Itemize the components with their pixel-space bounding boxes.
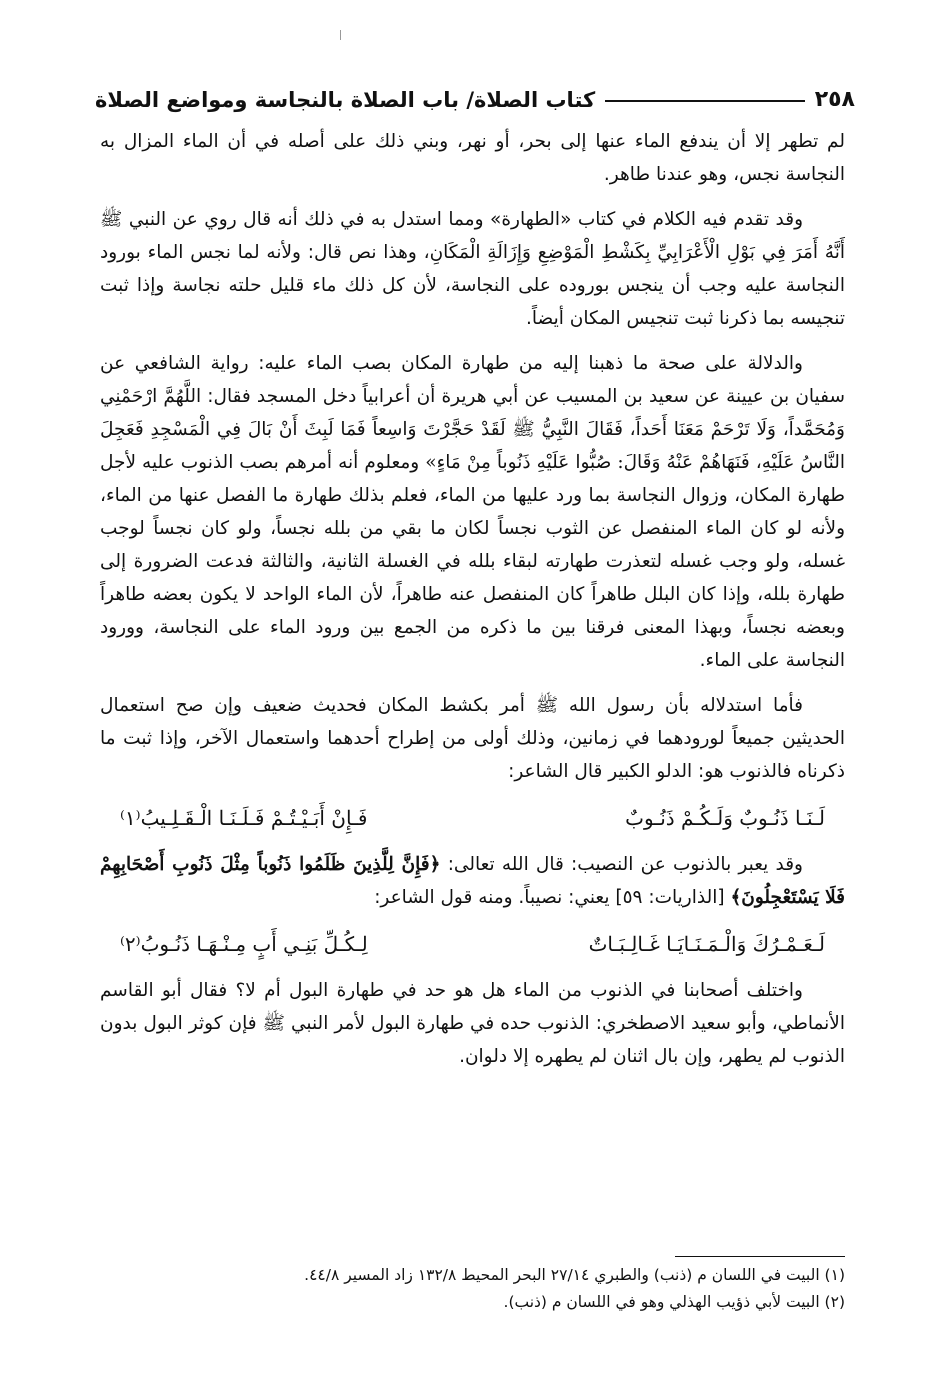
running-title: كتاب الصلاة/ باب الصلاة بالنجاسة ومواضع الصلاة <box>95 88 596 112</box>
hadith-quote: أَنَّهُ أَمَرَ فِي بَوْلِ الْأَعْرَابِيِّ بِكَشْطِ الْمَوْضِعِ وَإِزَالَةِ الْمَكَانِ <box>429 242 845 263</box>
poetry-verse <box>120 926 825 962</box>
paragraph-text: [الذاريات: ٥٩] يعني: نصيباً. ومنه قول الشاعر: <box>374 887 725 908</box>
scan-mark <box>340 30 341 40</box>
verse-first-hemistich: لَـنَـا ذَنُـوبٌ وَلَـكُـمْ ذَنُـوبٌ <box>625 806 825 830</box>
verse-second-hemistich: لِـكُـلِّ بَنِـي أَبٍ مِـنْـهَـا ذَنُـوبُ⁽٢⁾ <box>120 932 368 956</box>
verse-second-hemistich: فَـإِنْ أَبَـيْـتُـمْ فَـلَـنَـا الْـقَـلِـيبُ⁽١⁾ <box>120 806 368 830</box>
footnote-rule <box>675 1256 845 1257</box>
paragraph-text: ومعلوم أنه أمرهم بصب الذنوب عليه لأجل طهارة المكان، وزوال النجاسة بما ورد عليها من الماء، فعلم بذلك طهارة ما الفصل عنها من الماء، ولأنه لو كان الماء المنفصل عن الثوب نجساً لكان ما بقي من بلله نجساً، ولو كان نجساً لوجب غسله، ولو وجب غسله لتعذرت طهارته لبقاء بلله في الغسلة الثانية، والثالثة فدعت الضرورة إلى طهارة بلله، وإذا كان البلل طاهراً كان المنفصل عنه طاهراً، لأن الماء الواحد لا يكون بعضه طاهراً وبعضه نجساً، وبهذا المعنى فرقنا بين ما ذكره من الجمع بين ورود الماء على النجاسة، وورود النجاسة على الماء. <box>100 452 845 671</box>
paragraph <box>100 203 845 335</box>
paragraph: فأما استدلاله بأن رسول الله ﷺ أمر بكشط المكان فحديث ضعيف وإن صح استعمال الحديثين جميعاً لورودهما في زمانين، وذلك أولى من إطراح أحدهما واستعمال الآخر، وإذا ثبت ما ذكرناه فالذنوب هو: الدلو الكبير قال الشاعر: <box>100 695 845 782</box>
quran-quote: ﴿فَإِنَّ لِلَّذِينَ ظَلَمُوا ذَنُوباً مِثْلَ ذَنُوبِ أَصْحَابِهِمْ فَلَا يَسْتَعْجِلُونَ﴾ <box>100 854 845 908</box>
paragraph <box>100 347 845 677</box>
paragraph-text: والدلالة على صحة ما ذهبنا إليه من طهارة المكان بصب الماء عليه: رواية الشافعي عن سفيان بن عيينة عن سعيد بن المسيب عن أبي هريرة أن أعرابياً دخل المسجد فقال: <box>100 353 845 407</box>
footnote: (٢) البيت لأبي ذؤيب الهذلي وهو في اللسان م (ذنب). <box>503 1293 845 1311</box>
page-number: ٢٥٨ <box>814 87 855 112</box>
running-header <box>95 72 855 112</box>
poetry-verse <box>120 800 825 836</box>
header-rule <box>605 100 804 102</box>
paragraph <box>100 848 845 914</box>
hadith-quote: اللَّهُمَّ ارْحَمْنِي وَمُحَمَّداً، وَلَا تَرْحَمْ مَعَنَا أَحَداً، فَقَالَ النَّبِيُّ ﷺ لَقَدْ حَجَّرْتَ وَاسِعاً فَمَا لَبِثَ أَنْ بَالَ فِي الْمَسْجِدِ فَعَجِلَ النَّاسُ عَلَيْهِ، فَنَهَاهُمْ عَنْهُ وَقَالَ: صُبُّوا عَلَيْهِ ذَنُوباً مِنْ مَاءٍ» <box>100 386 845 473</box>
main-text <box>100 125 845 1085</box>
paragraph: لم تطهر إلا أن يندفع الماء عنها إلى بحر، أو نهر، وبني ذلك على أصله في أن الماء المزال به النجاسة نجس، وهو عندنا طاهر. <box>100 131 845 185</box>
paragraph-text: ، وهذا نص قال: ولأنه لما نجس الماء بورود النجاسة عليه وجب أن ينجس بوروده على النجاسة، لأن كل ذلك ماء قليل حلته نجاسة وإذا ثبت تنجيسه بما ذكرنا ثبت تنجيس المكان أيضاً. <box>100 242 845 329</box>
paragraph-text: وقد يعبر بالذنوب عن النصيب: قال الله تعالى: <box>447 854 803 875</box>
paragraph: واختلف أصحابنا في الذنوب من الماء هل هو حد في طهارة البول أم لا؟ فقال أبو القاسم الأنماطي، وأبو سعيد الاصطخري: الذنوب حده في طهارة البول لأمر النبي ﷺ فإن كوثر البول بدون الذنوب لم يطهر، وإن بال اثنان لم يطهره إلا دلوان. <box>100 980 845 1067</box>
paragraph-text: وقد تقدم فيه الكلام في كتاب «الطهارة» ومما استدل به في ذلك أنه قال روي عن النبي ﷺ <box>100 209 803 230</box>
footnote: (١) البيت في اللسان م (ذنب) والطبري ٢٧/١٤ البحر المحيط ١٣٢/٨ زاد المسير ٤٤/٨. <box>304 1266 845 1284</box>
verse-first-hemistich: لَـعَـمْـرُكَ وَالْـمَـنَـايَـا غَـالِـبَـاتٌ <box>588 932 825 956</box>
footnotes <box>100 1262 845 1316</box>
